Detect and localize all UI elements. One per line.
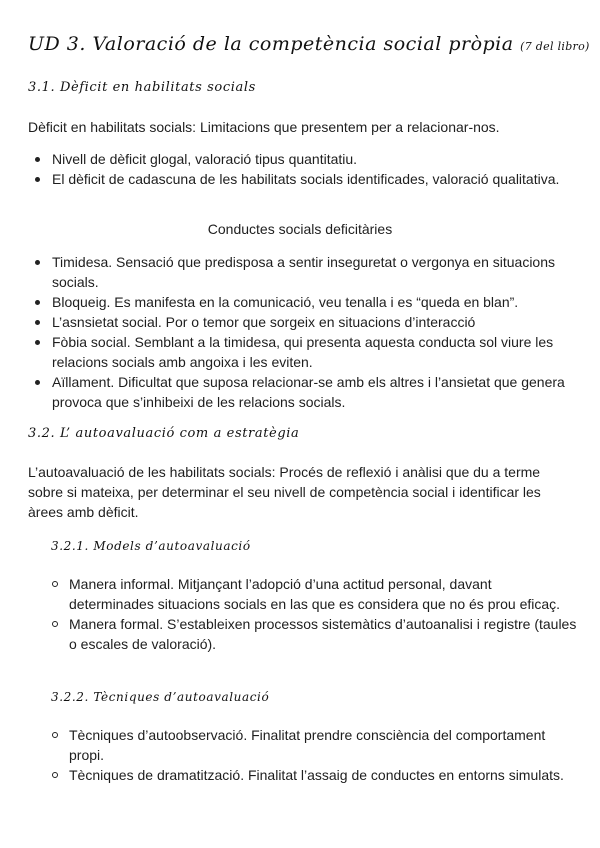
- section-3-1-heading: 3.1. Dèficit en habilitats socials: [28, 80, 256, 95]
- list-item: Fòbia social. Semblant a la timidesa, qui presenta aquesta conducta sol viure les relacions socials amb angoixa i les eviten.: [35, 332, 580, 372]
- deficient-conducts-list: [35, 252, 580, 412]
- deficit-level-list: [35, 149, 580, 189]
- models-list: [52, 574, 580, 654]
- section-3-2-1-heading: 3.2.1. Models d’autoavaluació: [51, 539, 251, 553]
- section-3-1-definition: Dèficit en habilitats socials: Limitacions que presentem per a relacionar-nos.: [28, 119, 500, 135]
- list-item: Manera formal. S’estableixen processos sistemàtics d’autoanalisi i registre (taules o escales de valoració).: [52, 614, 580, 654]
- techniques-list: [52, 725, 580, 785]
- page-title-main: UD 3. Valoració de la competència social pròpia: [28, 33, 514, 55]
- list-item: Nivell de dèficit glogal, valoració tipus quantitatiu.: [35, 149, 580, 169]
- list-item: L’asnsietat social. Por o temor que sorgeix en situacions d’interacció: [35, 312, 580, 332]
- page-title: [28, 33, 590, 55]
- page-title-note: (7 del libro): [520, 40, 590, 53]
- list-item: Tècniques d’autoobservació. Finalitat prendre consciència del comportament propi.: [52, 725, 580, 765]
- section-3-2-2-heading: 3.2.2. Tècniques d’autoavaluació: [51, 690, 270, 704]
- section-3-2-heading: 3.2. L’ autoavaluació com a estratègia: [28, 426, 300, 441]
- list-item: Aïllament. Dificultat que suposa relacionar-se amb els altres i l’ansietat que genera provoca que s’inhibeixi de les relacions socials.: [35, 372, 580, 412]
- list-item: Timidesa. Sensació que predisposa a sentir inseguretat o vergonya en situacions socials.: [35, 252, 580, 292]
- list-item: Tècniques de dramatització. Finalitat l’assaig de conductes en entorns simulats.: [52, 765, 580, 785]
- conducts-subtitle: Conductes socials deficitàries: [207, 221, 393, 237]
- list-item: El dèficit de cadascuna de les habilitats socials identificades, valoració qualitativa.: [35, 169, 580, 189]
- section-3-2-definition: L’autoavaluació de les habilitats socials: Procés de reflexió i anàlisi que du a terme sobre si mateixa, per determinar el seu nivell de competència social i identificar les àrees amb dèficit.: [28, 464, 541, 520]
- list-item: Manera informal. Mitjançant l’adopció d’una actitud personal, davant determinades situacions socials en las que es considera que no és prou eficaç.: [52, 574, 580, 614]
- list-item: Bloqueig. Es manifesta en la comunicació, veu tenalla i es “queda en blan”.: [35, 292, 580, 312]
